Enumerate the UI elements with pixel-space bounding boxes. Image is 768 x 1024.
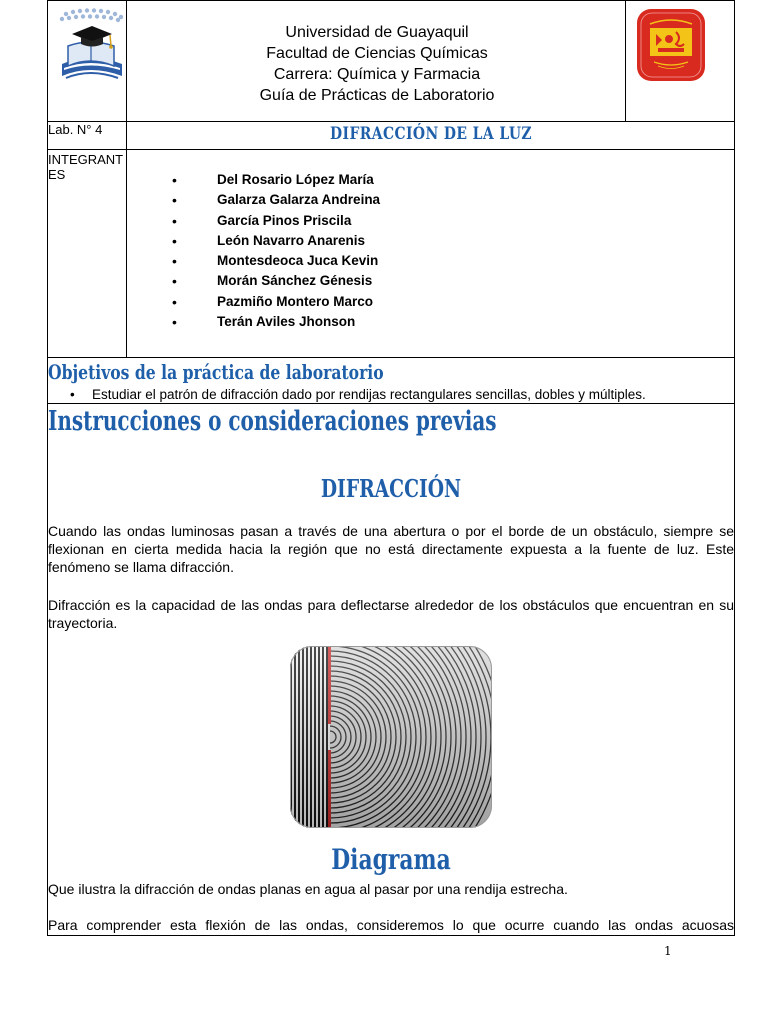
- table-divider: [47, 121, 735, 122]
- list-item: • Morán Sánchez Génesis: [172, 271, 380, 291]
- paragraph: Que ilustra la difracción de ondas planas en agua al pasar por una rendija estrecha.: [48, 881, 568, 897]
- table-divider: [47, 357, 735, 358]
- table-divider: [47, 403, 735, 404]
- diagram-heading: Diagrama: [331, 843, 451, 876]
- list-item: • García Pinos Priscila: [172, 211, 380, 231]
- university-logo: [56, 6, 128, 90]
- guide-name: Guía de Prácticas de Laboratorio: [259, 87, 495, 104]
- career-name: Carrera: Química y Farmacia: [273, 66, 481, 83]
- list-item: • León Navarro Anarenis: [172, 231, 380, 251]
- list-item: • Pazmiño Montero Marco: [172, 292, 380, 312]
- objective-item: [70, 387, 646, 402]
- objective-text: Estudiar el patrón de difracción dado por rendijas rectangulares sencillas, dobles y múltiples.: [92, 387, 646, 402]
- university-name: Universidad de Guayaquil: [285, 24, 469, 41]
- diffraction-heading: DIFRACCIÓN: [320, 474, 462, 503]
- table-bottom-border: [47, 935, 735, 936]
- paragraph: Para comprender esta flexión de las ondas, consideremos lo que ocurre cuando las ondas acuosas: [48, 917, 734, 933]
- faculty-name: Facultad de Ciencias Químicas: [266, 45, 488, 62]
- members-list: [172, 170, 380, 332]
- table-divider: [47, 149, 735, 150]
- page-number: 1: [664, 944, 672, 958]
- objectives-heading: Objetivos de la práctica de laboratorio: [48, 360, 384, 384]
- list-item: • Montesdeoca Juca Kevin: [172, 251, 380, 271]
- paragraph: Difracción es la capacidad de las ondas para deflectarse alrededor de los obstáculos que encuentran en su trayectoria.: [48, 597, 734, 631]
- diffraction-wave-figure: [290, 646, 492, 828]
- lab-title: DIFRACCIÓN DE LA LUZ: [330, 124, 532, 144]
- paragraph: Cuando las ondas luminosas pasan a través de una abertura o por el borde de un obstáculo, siempre se flexionan en cierta medida hacia la región que no está directamente expuesta a la fuente de luz. Este fenómeno se llama difracción.: [48, 523, 734, 575]
- members-label: INTEGRANTES: [48, 152, 124, 182]
- lab-number: Lab. N° 4: [48, 122, 103, 137]
- table-top-border: [47, 0, 735, 1]
- header-title-block: [128, 22, 626, 106]
- faculty-seal-logo: [636, 8, 706, 82]
- list-item: • Galarza Galarza Andreina: [172, 190, 380, 210]
- list-item: • Del Rosario López María: [172, 170, 380, 190]
- instructions-heading: Instrucciones o consideraciones previas: [48, 406, 497, 437]
- list-item: • Terán Aviles Jhonson: [172, 312, 380, 332]
